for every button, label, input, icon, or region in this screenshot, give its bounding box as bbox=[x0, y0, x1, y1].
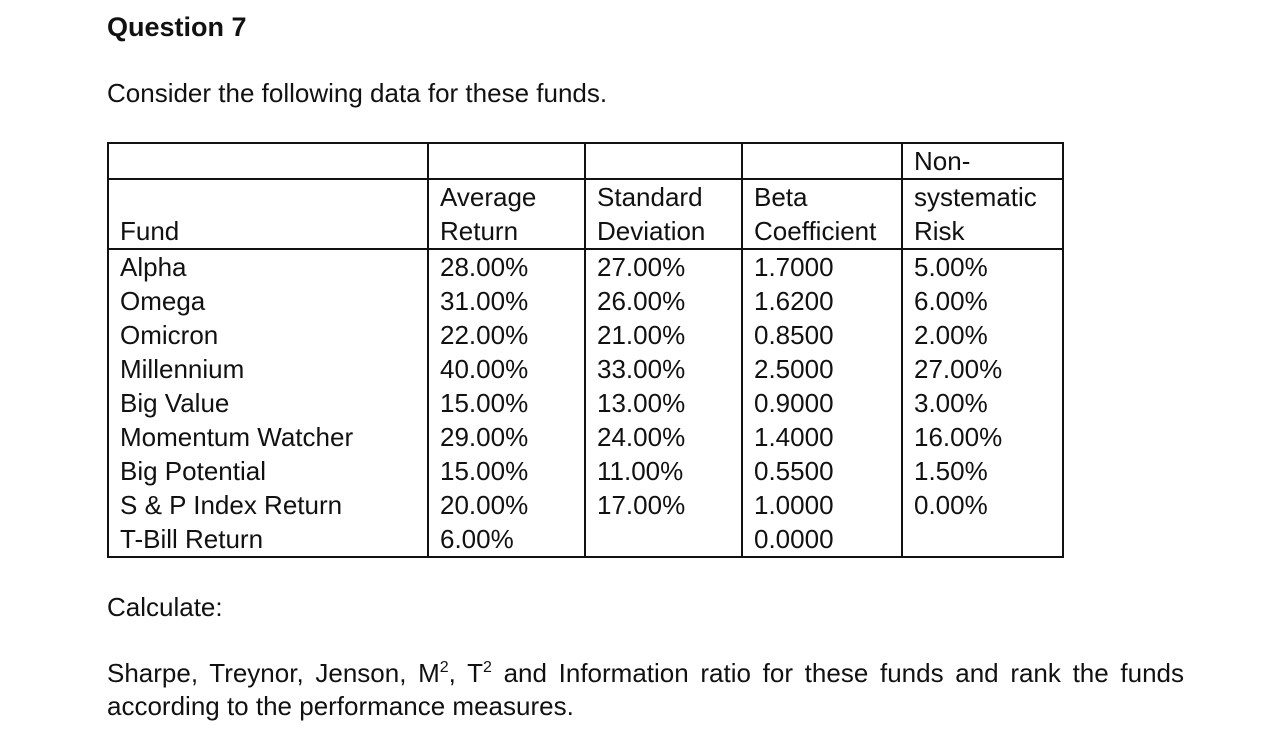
table-cell: 0.9000 bbox=[742, 386, 902, 420]
table-cell: 27.00% bbox=[902, 352, 1063, 386]
question-title: Question 7 bbox=[107, 12, 247, 42]
table-cell: 1.4000 bbox=[742, 420, 902, 454]
table-cell: 21.00% bbox=[585, 318, 742, 352]
table-cell: 0.5500 bbox=[742, 454, 902, 488]
table-cell: 1.50% bbox=[902, 454, 1063, 488]
table-cell: 1.6200 bbox=[742, 284, 902, 318]
table-cell: 28.00% bbox=[428, 249, 585, 284]
fund-name-cell: Alpha bbox=[108, 249, 428, 284]
table-cell: 24.00% bbox=[585, 420, 742, 454]
header-cell: Deviation bbox=[585, 214, 742, 249]
table-cell: 26.00% bbox=[585, 284, 742, 318]
header-cell: Beta bbox=[742, 179, 902, 214]
table-cell: 1.0000 bbox=[742, 488, 902, 522]
table-row bbox=[108, 420, 1063, 454]
question-part: , T bbox=[448, 658, 483, 688]
table-row bbox=[108, 284, 1063, 318]
table-cell: 15.00% bbox=[428, 454, 585, 488]
table-cell: 40.00% bbox=[428, 352, 585, 386]
table-cell: 0.0000 bbox=[742, 522, 902, 557]
table-row bbox=[108, 386, 1063, 420]
header-cell bbox=[108, 179, 428, 214]
table-cell: 29.00% bbox=[428, 420, 585, 454]
fund-name-cell: Momentum Watcher bbox=[108, 420, 428, 454]
header-cell bbox=[108, 143, 428, 179]
table-cell bbox=[902, 522, 1063, 557]
table-row bbox=[108, 318, 1063, 352]
table-cell bbox=[585, 522, 742, 557]
question-text bbox=[107, 657, 1184, 723]
question-part: Sharpe, Treynor, Jenson, M bbox=[107, 658, 440, 688]
table-row bbox=[108, 488, 1063, 522]
header-cell bbox=[742, 143, 902, 179]
table-cell: 16.00% bbox=[902, 420, 1063, 454]
table-cell: 1.7000 bbox=[742, 249, 902, 284]
table-cell: 11.00% bbox=[585, 454, 742, 488]
table-cell: 33.00% bbox=[585, 352, 742, 386]
fund-name-cell: T-Bill Return bbox=[108, 522, 428, 557]
table-cell: 31.00% bbox=[428, 284, 585, 318]
table-row bbox=[108, 249, 1063, 284]
fund-name-cell: Omicron bbox=[108, 318, 428, 352]
header-cell: systematic bbox=[902, 179, 1063, 214]
table-cell: 27.00% bbox=[585, 249, 742, 284]
table-cell: 17.00% bbox=[585, 488, 742, 522]
header-cell: Average bbox=[428, 179, 585, 214]
table-cell: 0.00% bbox=[902, 488, 1063, 522]
header-cell bbox=[585, 143, 742, 179]
table-row bbox=[108, 454, 1063, 488]
table-cell: 22.00% bbox=[428, 318, 585, 352]
calculate-label: Calculate: bbox=[107, 592, 223, 622]
table-row bbox=[108, 352, 1063, 386]
question-part: and Information ratio for these funds and rank the funds according to the performance measures. bbox=[107, 658, 1185, 721]
table-row bbox=[108, 522, 1063, 557]
fund-name-cell: Omega bbox=[108, 284, 428, 318]
header-cell: Coefficient bbox=[742, 214, 902, 249]
header-cell: Return bbox=[428, 214, 585, 249]
table-cell: 6.00% bbox=[428, 522, 585, 557]
fund-name-cell: Big Potential bbox=[108, 454, 428, 488]
superscript: 2 bbox=[439, 659, 449, 676]
fund-name-cell: S & P Index Return bbox=[108, 488, 428, 522]
table-cell: 15.00% bbox=[428, 386, 585, 420]
table-cell: 2.00% bbox=[902, 318, 1063, 352]
intro-text: Consider the following data for these funds. bbox=[107, 78, 608, 108]
table-cell: 20.00% bbox=[428, 488, 585, 522]
header-row bbox=[108, 143, 1063, 179]
header-cell: Non- bbox=[902, 143, 1063, 179]
header-row bbox=[108, 214, 1063, 249]
header-row bbox=[108, 179, 1063, 214]
header-cell bbox=[428, 143, 585, 179]
fund-data-table bbox=[107, 142, 1064, 558]
table-cell: 2.5000 bbox=[742, 352, 902, 386]
table-cell: 5.00% bbox=[902, 249, 1063, 284]
table-cell: 6.00% bbox=[902, 284, 1063, 318]
table-cell: 0.8500 bbox=[742, 318, 902, 352]
table-cell: 3.00% bbox=[902, 386, 1063, 420]
header-cell: Fund bbox=[108, 214, 428, 249]
header-cell: Standard bbox=[585, 179, 742, 214]
table-cell: 13.00% bbox=[585, 386, 742, 420]
header-cell: Risk bbox=[902, 214, 1063, 249]
superscript: 2 bbox=[483, 659, 492, 676]
fund-name-cell: Millennium bbox=[108, 352, 428, 386]
fund-name-cell: Big Value bbox=[108, 386, 428, 420]
